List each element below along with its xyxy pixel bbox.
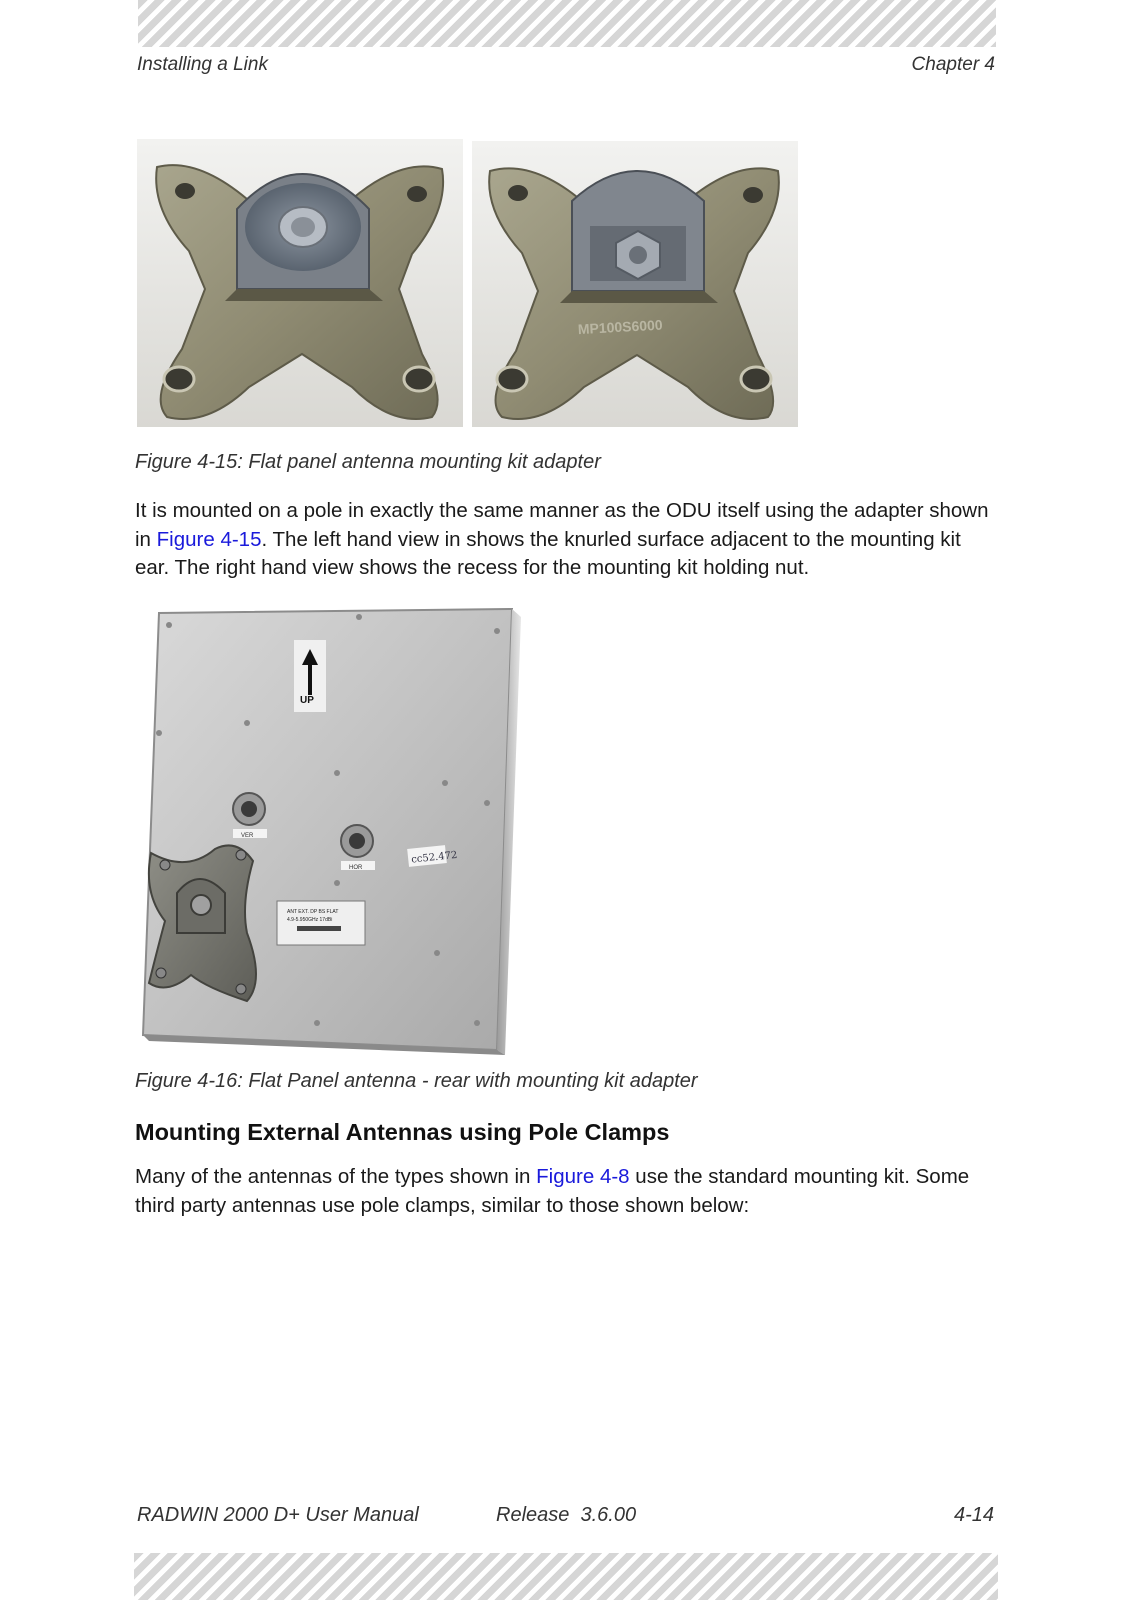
flat-panel-antenna-photo	[137, 603, 532, 1061]
pole-clamps-text-2: use the standard mounting kit. Some third party antennas use pole clamps, similar to those shown below:	[135, 1165, 970, 1217]
header-stripe	[138, 0, 996, 47]
handwritten-serial: cc52.472	[410, 849, 458, 866]
pole-clamps-paragraph	[135, 1163, 995, 1220]
figure-4-8-link[interactable]: Figure 4-8	[536, 1165, 630, 1188]
adapter-photo-right	[472, 141, 798, 427]
figure-4-15-link[interactable]: Figure 4-15	[156, 527, 262, 551]
ver-label: VER	[241, 833, 254, 839]
section-heading: Mounting External Antennas using Pole Clamps	[135, 1119, 670, 1145]
footer-page-number: 4-14	[953, 1504, 994, 1526]
figure-4-16-caption: Figure 4-16: Flat Panel antenna - rear with mounting kit adapter	[135, 1070, 698, 1092]
plate-line-1: ANT EXT. DP BS FLAT	[287, 909, 339, 915]
footer-stripe	[134, 1553, 998, 1600]
header-section-title: Installing a Link	[137, 54, 268, 75]
mounting-paragraph-text-2: . The left hand view in shows the knurled surface adjacent to the mounting kit ear. The right hand view shows the recess for the mounting kit holding nut.	[135, 527, 961, 579]
adapter-stamp-text: MP100S6000	[577, 316, 663, 338]
footer-release: Release 3.6.00	[496, 1504, 637, 1526]
mounting-paragraph	[135, 497, 995, 583]
plate-line-2: 4.9-5.950GHz 17dBi	[287, 917, 333, 923]
up-label: UP	[300, 695, 314, 706]
adapter-photo-left	[137, 139, 463, 427]
header-chapter: Chapter 4	[911, 54, 995, 75]
footer-manual-title: RADWIN 2000 D+ User Manual	[137, 1504, 419, 1526]
pole-clamps-text-1: Many of the antennas of the types shown in	[135, 1165, 537, 1188]
mounting-paragraph-text-1: It is mounted on a pole in exactly the same manner as the ODU itself using the adapter shown in	[135, 499, 989, 551]
hor-label: HOR	[349, 865, 363, 871]
figure-4-15-caption: Figure 4-15: Flat panel antenna mounting kit adapter	[135, 451, 601, 473]
